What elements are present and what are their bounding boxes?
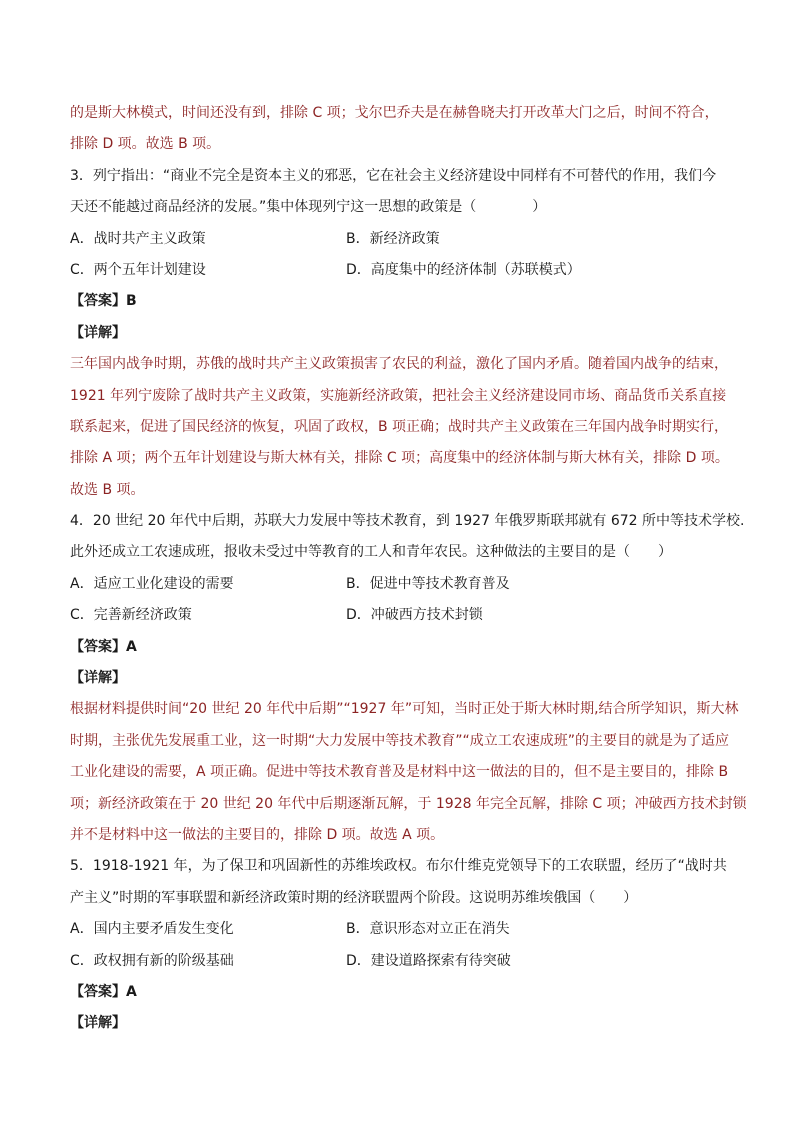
detail-line: 故选 B 项。 (70, 481, 145, 498)
detail-line: 联系起来，促进了国民经济的恢复，巩固了政权，B 项正确；战时共产主义政策在三年国内战争时期实行， (70, 418, 729, 435)
question-5 (70, 851, 730, 1039)
question-stem-line: 产主义”时期的军事联盟和新经济政策时期的经济联盟两个阶段。这说明苏维埃俄国（ ） (70, 889, 638, 906)
option-row (70, 914, 730, 945)
option-row (70, 569, 730, 600)
detail-line: 时期，主张优先发展重工业，这一时期“大力发展中等技术教育”“成立工农速成班”的主要目的就是为了适应 (70, 732, 730, 749)
question-3 (70, 161, 730, 506)
detail-line: 根据材料提供时间“20 世纪 20 年代中后期”“1927 年”可知，当时正处于斯大林时期,结合所学知识，斯大林 (70, 701, 739, 718)
detail-line: 排除 A 项；两个五年计划建设与斯大林有关，排除 C 项；高度集中的经济体制与斯大林有关，排除 D 项。 (70, 450, 729, 467)
option-a: A．战时共产主义政策 (70, 230, 206, 247)
continuation-explanation (70, 98, 730, 161)
option-d: D．高度集中的经济体制（苏联模式） (346, 261, 581, 278)
detail-label: 【详解】 (70, 1015, 126, 1032)
detail-line: 三年国内战争时期，苏俄的战时共产主义政策损害了农民的利益，激化了国内矛盾。随着国内战争的结束， (70, 356, 728, 373)
answer-label: 【答案】B (70, 293, 137, 310)
detail-line: 工业化建设的需要，A 项正确。促进中等技术教育普及是材料中这一做法的目的，但不是主要目的，排除 B (70, 764, 729, 781)
detail-line: 并不是材料中这一做法的主要目的，排除 D 项。故选 A 项。 (70, 826, 445, 843)
option-a: A．国内主要矛盾发生变化 (70, 921, 234, 938)
document-content (70, 98, 747, 1040)
question-stem-line: 3．列宁指出：“商业不完全是资本主义的邪恶，它在社会主义经济建设中同样有不可替代的作用，我们今 (70, 167, 717, 184)
question-stem-line: 5．1918-1921 年，为了保卫和巩固新性的苏维埃政权。布尔什维克党领导下的工农联盟，经历了“战时共 (70, 858, 727, 875)
question-stem-line: 4．20 世纪 20 年代中后期，苏联大力发展中等技术教育，到 1927 年俄罗斯联邦就有 672 所中等技术学校. (70, 513, 745, 530)
question-4 (70, 506, 747, 851)
question-stem-line: 天还不能越过商品经济的发展。”集中体现列宁这一思想的政策是（ ） (70, 199, 547, 216)
answer-label: 【答案】A (70, 638, 137, 655)
option-a: A．适应工业化建设的需要 (70, 575, 234, 592)
text-line: 排除 D 项。故选 B 项。 (70, 136, 221, 153)
detail-line: 项；新经济政策在于 20 世纪 20 年代中后期逐渐瓦解，于 1928 年完全瓦解，排除 C 项；冲破西方技术封锁 (70, 795, 747, 812)
option-row (70, 255, 730, 286)
option-c: C．政权拥有新的阶级基础 (70, 952, 234, 969)
detail-label: 【详解】 (70, 324, 126, 341)
detail-line: 1921 年列宁废除了战时共产主义政策，实施新经济政策，把社会主义经济建设同市场、商品货币关系直接 (70, 387, 727, 404)
option-row (70, 600, 730, 631)
option-b: B．意识形态对立正在消失 (346, 921, 510, 938)
option-d: D．建设道路探索有待突破 (346, 952, 511, 969)
question-stem-line: 此外还成立工农速成班，报收未受过中等教育的工人和青年农民。这种做法的主要目的是（ ） (70, 544, 672, 561)
detail-label: 【详解】 (70, 670, 126, 687)
option-c: C．两个五年计划建设 (70, 261, 206, 278)
option-d: D．冲破西方技术封锁 (346, 607, 483, 624)
option-c: C．完善新经济政策 (70, 607, 192, 624)
option-row (70, 946, 730, 977)
text-line: 的是斯大林模式，时间还没有到，排除 C 项；戈尔巴乔夫是在赫鲁晓夫打开改革大门之后，时间不符合， (70, 105, 719, 121)
option-row (70, 224, 730, 255)
option-b: B．新经济政策 (346, 230, 440, 247)
answer-label: 【答案】A (70, 983, 137, 1000)
option-b: B．促进中等技术教育普及 (346, 575, 510, 592)
